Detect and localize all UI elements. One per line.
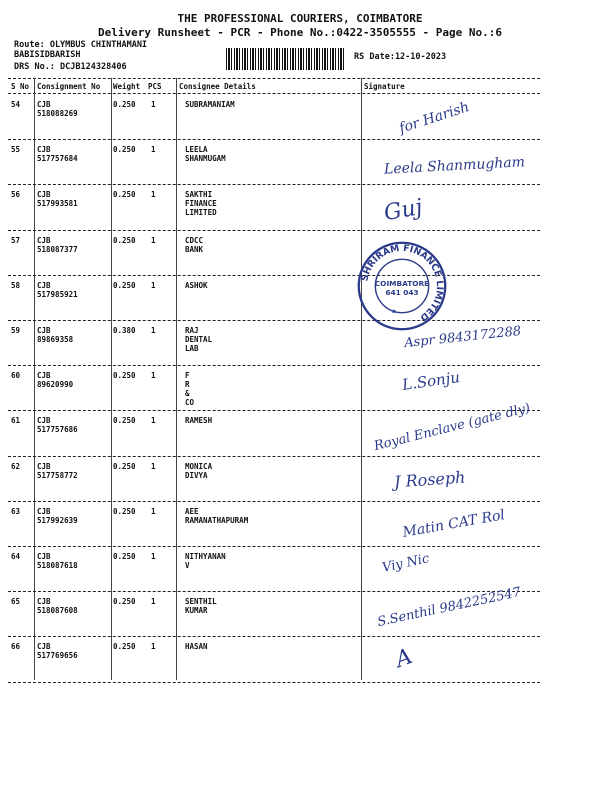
row-consignment-no: CJB 517757686: [37, 416, 78, 435]
row-pcs: 1: [151, 145, 156, 155]
row-pcs: 1: [151, 506, 156, 516]
row-pcs: 1: [151, 100, 156, 109]
row-rule: [8, 501, 540, 502]
col-header-signature: Signature: [364, 82, 405, 91]
signature-65: S.Senthil 9842252547: [376, 584, 523, 631]
row-weight: 0.250: [113, 371, 136, 381]
row-sno: 60: [11, 371, 21, 381]
table-header-rule: [8, 93, 540, 94]
row-consignee: AEE RAMANATHAPURAM: [185, 506, 249, 525]
row-consignee: SAKTHI FINANCE LIMITED: [185, 190, 217, 218]
row-rule: [8, 275, 540, 276]
row-consignment-no: CJB 89869358: [37, 326, 74, 344]
row-weight: 0.250: [113, 552, 136, 561]
row-consignee: SENTHIL KUMAR: [185, 597, 217, 616]
row-consignment-no: CJB 517993581: [37, 190, 78, 209]
signature-66: A: [392, 644, 416, 673]
row-consignee: NITHYANAN V: [185, 552, 226, 570]
col-header-consignment: Consignment No: [37, 82, 101, 91]
row-pcs: 1: [151, 642, 156, 652]
row-sno: 54: [11, 100, 21, 109]
row-rule: [8, 184, 540, 185]
row-sno: 65: [11, 597, 21, 607]
row-consignment-no: CJB 518087608: [37, 597, 78, 616]
row-consignee: F R & CO: [185, 371, 195, 408]
page-subtitle: Delivery Runsheet - PCR - Phone No.:0422-3505555 - Page No.:6: [98, 26, 502, 39]
signature-59: Aspr 9843172288: [403, 323, 522, 352]
row-sno: 61: [11, 416, 21, 426]
row-sno: 56: [11, 190, 21, 200]
barcode: [226, 48, 344, 70]
row-pcs: 1: [151, 461, 156, 471]
svg-text:SHRIRAM FINANCE LIMITED: SHRIRAM FINANCE LIMITED: [359, 242, 446, 323]
row-sno: 64: [11, 552, 21, 561]
column-divider: [34, 78, 35, 680]
row-weight: 0.250: [113, 597, 136, 607]
page-title: THE PROFESSIONAL COURIERS, COIMBATORE: [177, 12, 423, 25]
row-sno: 59: [11, 326, 21, 335]
row-pcs: 1: [151, 280, 156, 290]
row-consignment-no: CJB 89620990: [37, 371, 74, 390]
company-seal: [356, 240, 448, 332]
table-top-rule: [8, 78, 540, 79]
svg-text:641 043: 641 043: [385, 288, 419, 298]
row-consignment-no: CJB 517769656: [37, 642, 78, 661]
row-consignee: HASAN: [185, 642, 208, 652]
row-weight: 0.250: [113, 235, 136, 245]
svg-text:★: ★: [390, 305, 397, 317]
col-header-consignee: Consignee Details: [179, 82, 256, 91]
row-weight: 0.250: [113, 416, 136, 426]
drs-number: DRS No.: DCJB124328406: [14, 62, 127, 72]
column-divider: [176, 78, 177, 680]
row-rule: [8, 230, 540, 231]
signature-61: Royal Enclave (gate dly): [372, 400, 532, 455]
signature-62: J Roseph: [393, 467, 466, 492]
row-sno: 55: [11, 145, 21, 155]
row-rule: [8, 456, 540, 457]
row-consignment-no: CJB 518087377: [37, 235, 78, 254]
row-weight: 0.250: [113, 461, 136, 471]
signature-56: Guj: [382, 194, 425, 227]
row-consignment-no: CJB 518088269: [37, 100, 78, 118]
row-weight: 0.250: [113, 100, 136, 109]
row-weight: 0.250: [113, 506, 136, 516]
signature-63: Matin CAT Rol: [401, 507, 507, 541]
row-consignment-no: CJB 517757684: [37, 145, 78, 164]
row-pcs: 1: [151, 597, 156, 607]
row-rule: [8, 682, 540, 683]
column-divider: [111, 78, 112, 680]
row-consignment-no: CJB 517758772: [37, 461, 78, 480]
row-sno: 57: [11, 235, 21, 245]
row-consignee: ASHOK: [185, 280, 208, 290]
row-consignment-no: CJB 517985921: [37, 280, 78, 299]
svg-text:COIMBATORE: COIMBATORE: [374, 279, 430, 288]
row-pcs: 1: [151, 235, 156, 245]
row-rule: [8, 320, 540, 321]
row-pcs: 1: [151, 416, 156, 426]
column-divider: [361, 78, 362, 680]
row-pcs: 1: [151, 552, 156, 561]
signature-64: Viy Nic: [380, 551, 431, 576]
row-weight: 0.380: [113, 326, 136, 335]
col-header-pcs: PCS: [148, 82, 162, 91]
row-consignee: SUBRAMANIAM: [185, 100, 235, 109]
signature-60: L.Sonju: [401, 368, 461, 394]
signature-55: Leela Shanmugham: [383, 154, 526, 178]
row-consignee: LEELA SHANMUGAM: [185, 145, 226, 164]
row-rule: [8, 591, 540, 592]
row-consignment-no: CJB 517992639: [37, 506, 78, 525]
row-sno: 66: [11, 642, 21, 652]
row-rule: [8, 365, 540, 366]
row-consignee: RAMESH: [185, 416, 213, 426]
row-consignee: RAJ DENTAL LAB: [185, 326, 213, 353]
row-sno: 62: [11, 461, 21, 471]
row-rule: [8, 636, 540, 637]
row-pcs: 1: [151, 190, 156, 200]
row-weight: 0.250: [113, 145, 136, 155]
row-consignment-no: CJB 518087618: [37, 552, 78, 570]
row-sno: 58: [11, 280, 21, 290]
signature-54: for Harish: [397, 99, 472, 137]
row-consignee: MONICA DIVYA: [185, 461, 213, 480]
row-rule: [8, 139, 540, 140]
route-label: Route: OLYMBUS CHINTHAMANI: [14, 40, 148, 50]
row-weight: 0.250: [113, 280, 136, 290]
row-consignee: CDCC BANK: [185, 235, 204, 254]
rs-date: RS Date:12-10-2023: [354, 52, 447, 62]
row-rule: [8, 546, 540, 547]
staff-name: BABISIDBARISH: [14, 50, 81, 60]
row-weight: 0.250: [113, 190, 136, 200]
col-header-weight: Weight: [113, 82, 141, 91]
row-sno: 63: [11, 506, 21, 516]
row-weight: 0.250: [113, 642, 136, 652]
row-pcs: 1: [151, 371, 156, 381]
col-header-sno: S No: [11, 82, 30, 91]
row-pcs: 1: [151, 326, 156, 335]
row-rule: [8, 410, 540, 411]
